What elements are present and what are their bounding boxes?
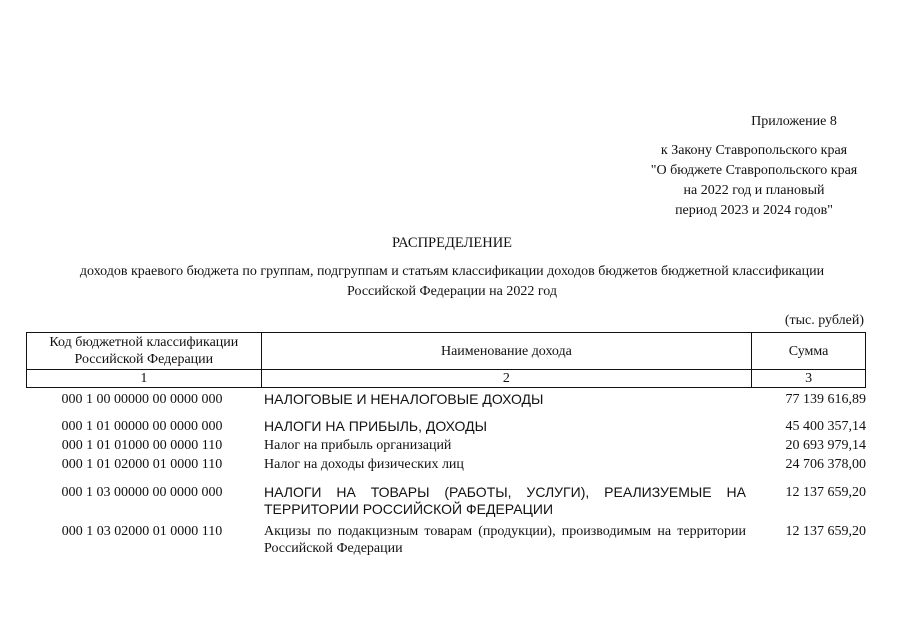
row-sum: 77 139 616,89	[785, 392, 866, 407]
row-code: 000 1 01 00000 00 0000 000	[61, 419, 223, 434]
units-label: (тыс. рублей)	[784, 313, 864, 328]
table-row	[26, 523, 866, 557]
row-sum: 24 706 378,00	[785, 457, 866, 472]
row-code: 000 1 01 02000 01 0000 110	[61, 457, 223, 472]
table-row	[26, 437, 866, 454]
document-subtitle	[30, 262, 874, 302]
header-sum: Сумма	[752, 333, 866, 370]
document-title: РАСПРЕДЕЛЕНИЕ	[391, 235, 513, 251]
row-sum: 20 693 979,14	[785, 438, 866, 453]
appendix-number: Приложение 8	[751, 114, 837, 129]
appendix-law-period: период 2023 и 2024 годов"	[675, 203, 833, 218]
header-code-line-2: Российской Федерации	[74, 352, 214, 367]
row-code: 000 1 03 02000 01 0000 110	[61, 524, 223, 539]
table-body	[26, 389, 866, 557]
row-code: 000 1 01 01000 00 0000 110	[61, 438, 223, 453]
table-row	[26, 418, 866, 435]
table-row	[26, 484, 866, 518]
appendix-law-title: "О бюджете Ставропольского края	[650, 163, 858, 178]
row-code: 000 1 03 00000 00 0000 000	[61, 485, 223, 500]
row-name: НАЛОГИ НА ТОВАРЫ (РАБОТЫ, УСЛУГИ), РЕАЛИЗУЕМЫЕ НА ТЕРРИТОРИИ РОССИЙСКОЙ ФЕДЕРАЦИИ	[264, 484, 746, 517]
table-row	[26, 391, 866, 408]
table-header	[26, 332, 866, 388]
header-num-1: 1	[27, 370, 262, 388]
subtitle-line-1: доходов краевого бюджета по группам, подгруппам и статьям классификации доходов бюджетов бюджетной классификации	[79, 264, 825, 279]
row-sum: 45 400 357,14	[785, 419, 866, 434]
header-name: Наименование дохода	[261, 333, 752, 370]
row-code: 000 1 00 00000 00 0000 000	[61, 392, 223, 407]
row-name: Налог на доходы физических лиц	[264, 457, 464, 472]
row-name: НАЛОГОВЫЕ И НЕНАЛОГОВЫЕ ДОХОДЫ	[264, 391, 544, 407]
header-num-2: 2	[261, 370, 752, 388]
row-name: Акцизы по подакцизным товарам (продукции), производимым на территории Российской Федерации	[264, 524, 746, 556]
header-code-line-1: Код бюджетной классификации	[49, 335, 239, 350]
row-name: НАЛОГИ НА ПРИБЫЛЬ, ДОХОДЫ	[264, 418, 487, 434]
subtitle-line-2: Российской Федерации на 2022 год	[347, 284, 557, 299]
appendix-block	[644, 112, 864, 221]
appendix-law: к Закону Ставропольского края	[660, 143, 848, 158]
row-sum: 12 137 659,20	[785, 524, 866, 539]
table-row	[26, 456, 866, 473]
header-code	[27, 333, 262, 370]
row-name: Налог на прибыль организаций	[264, 438, 452, 453]
appendix-law-year: на 2022 год и плановый	[683, 183, 825, 198]
row-sum: 12 137 659,20	[785, 485, 866, 500]
header-num-3: 3	[752, 370, 866, 388]
